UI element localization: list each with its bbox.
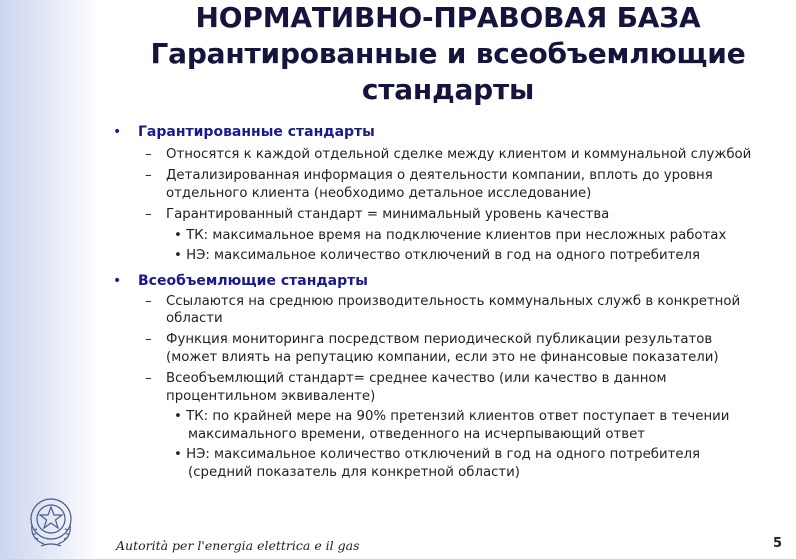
section-bullet: • [113, 124, 122, 140]
dash-marker: – [145, 332, 152, 347]
list-item: Функция мониторинга посредством периодической публикации результатов [166, 332, 713, 347]
list-item: Детализированная информация о деятельности компании, вплоть до уровня [166, 168, 713, 183]
list-item: (может влиять на репутацию компании, если это не финансовые показатели) [166, 350, 719, 365]
sub-list-item: • ТК: по крайней мере на 90% претензий клиентов ответ поступает в течении [174, 409, 730, 424]
list-item: Гарантированный стандарт = минимальный уровень качества [166, 207, 610, 222]
dash-marker: – [145, 168, 152, 183]
title-line-3: стандарты [361, 73, 535, 106]
title-line-2: Гарантированные и всеобъемлющие [150, 37, 746, 70]
title-line-1: НОРМАТИВНО-ПРАВОВАЯ БАЗА [195, 1, 701, 34]
list-item: Относятся к каждой отдельной сделке между клиентом и коммунальной службой [166, 147, 752, 162]
sub-list-item: максимального времени, отведенного на исчерпывающий ответ [188, 427, 646, 442]
sub-list-item: (средний показатель для конкретной области) [188, 465, 520, 480]
section-bullet: • [113, 273, 122, 289]
list-item: области [166, 311, 223, 326]
dash-marker: – [145, 207, 152, 222]
sub-list-item: • ТК: максимальное время на подключение клиентов при несложных работах [174, 228, 727, 243]
dash-marker: – [145, 371, 152, 386]
section-heading-comprehensive: Всеобъемлющие стандарты [138, 273, 368, 289]
sub-list-item: • НЭ: максимальное количество отключений в год на одного потребителя [174, 248, 701, 263]
page-number: 5 [773, 536, 783, 551]
list-item: процентильном эквиваленте) [166, 389, 376, 404]
section-heading-guaranteed: Гарантированные стандарты [138, 124, 375, 140]
sub-list-item: • НЭ: максимальное количество отключений в год на одного потребителя [174, 447, 701, 462]
dash-marker: – [145, 294, 152, 309]
list-item: Всеобъемлющий стандарт= среднее качество (или качество в данном [166, 371, 667, 386]
dash-marker: – [145, 147, 152, 162]
list-item: отдельного клиента (необходимо детальное исследование) [166, 186, 592, 201]
list-item: Ссылаются на среднюю производительность коммунальных служб в конкретной [166, 294, 741, 309]
footer-organization: Autorità per l'energia elettrica e il gas [116, 538, 360, 553]
